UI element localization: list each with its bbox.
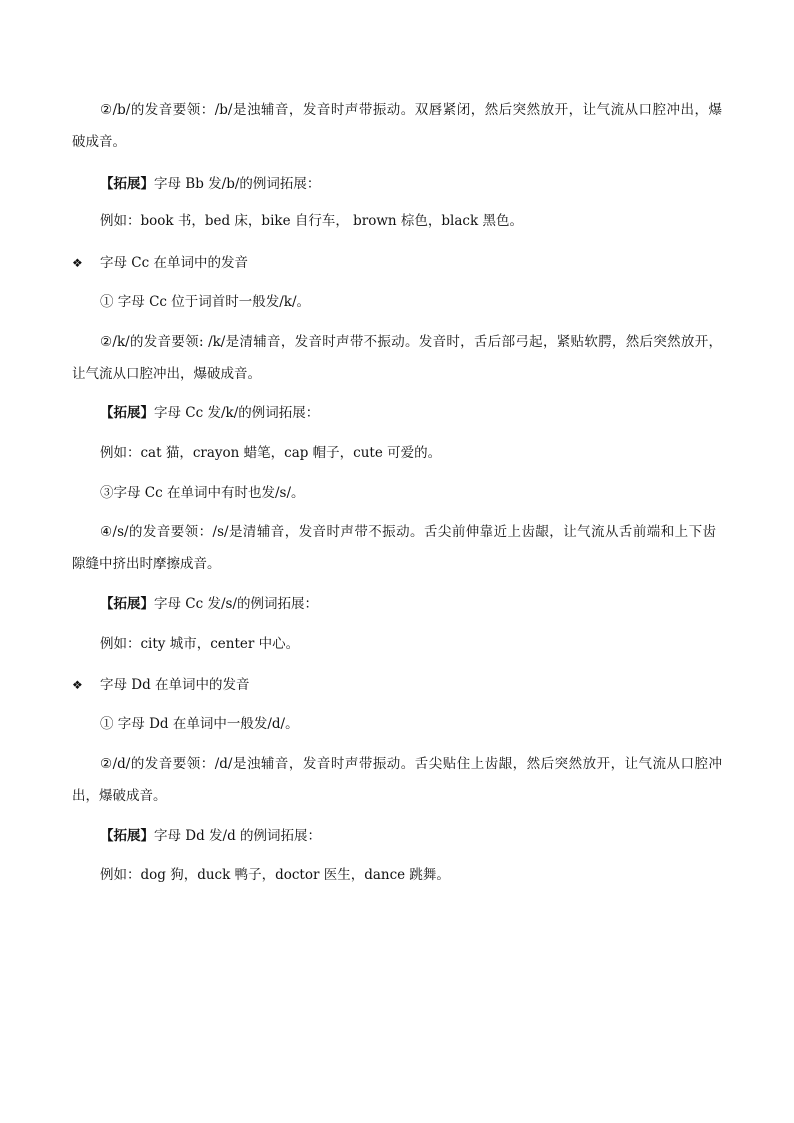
c-examples-k: 例如：cat 猫，crayon 蜡笔，cap 帽子，cute 可爱的。	[100, 445, 442, 461]
c-examples-s: 例如：city 城市，center 中心。	[100, 636, 300, 652]
diamond-bullet-icon: ❖	[72, 678, 83, 692]
c-k-pronunciation-line2: 让气流从口腔冲出，爆破成音。	[72, 366, 261, 382]
diamond-bullet-icon: ❖	[72, 256, 83, 270]
d-heading-text: 字母 Dd 在单词中的发音	[100, 677, 250, 693]
c-extension-k	[100, 404, 319, 422]
d-pronunciation-line2: 出，爆破成音。	[72, 788, 167, 804]
d-pronunciation-line1: ②/d/的发音要领：/d/是浊辅音，发音时声带振动。舌尖贴住上齿龈，然后突然放开，让气流从口腔冲	[100, 756, 722, 772]
d-examples: 例如：dog 狗，duck 鸭子，doctor 医生，dance 跳舞。	[100, 867, 450, 883]
extension-text: 字母 Dd 发/d 的例词拓展：	[154, 828, 322, 844]
extension-label: 【拓展】	[100, 596, 154, 612]
b-pronunciation-line1: ②/b/的发音要领：/b/是浊辅音，发音时声带振动。双唇紧闭，然后突然放开，让气流从口腔冲出，爆	[100, 102, 722, 118]
c-s-pronunciation-line2: 隙缝中挤出时摩擦成音。	[72, 556, 221, 572]
extension-label: 【拓展】	[100, 828, 154, 844]
d-section-heading	[72, 676, 250, 694]
c-rule-1: ① 字母 Cc 位于词首时一般发/k/。	[100, 294, 311, 310]
extension-text: 字母 Bb 发/b/的例词拓展：	[154, 176, 321, 192]
c-section-heading	[72, 254, 248, 272]
extension-text: 字母 Cc 发/s/的例词拓展：	[154, 596, 318, 612]
c-heading-text: 字母 Cc 在单词中的发音	[100, 255, 248, 271]
d-rule-1: ① 字母 Dd 在单词中一般发/d/。	[100, 716, 299, 732]
extension-label: 【拓展】	[100, 405, 154, 421]
d-extension	[100, 827, 321, 845]
c-s-pronunciation-line1: ④/s/的发音要领：/s/是清辅音，发音时声带不振动。舌尖前伸靠近上齿龈，让气流从舌前端和上下齿	[100, 524, 716, 540]
extension-text: 字母 Cc 发/k/的例词拓展：	[154, 405, 320, 421]
b-pronunciation-line2: 破成音。	[72, 134, 126, 150]
c-extension-s	[100, 595, 318, 613]
extension-label: 【拓展】	[100, 176, 154, 192]
c-k-pronunciation-line1: ②/k/的发音要领: /k/是清辅音，发音时声带不振动。发音时，舌后部弓起，紧贴软腭，然后突然放开，	[100, 334, 722, 350]
b-extension	[100, 175, 320, 193]
c-rule-3: ③字母 Cc 在单词中有时也发/s/。	[100, 485, 305, 501]
b-examples: 例如：book 书，bed 床，bike 自行车， brown 棕色，black 黑色。	[100, 213, 523, 229]
